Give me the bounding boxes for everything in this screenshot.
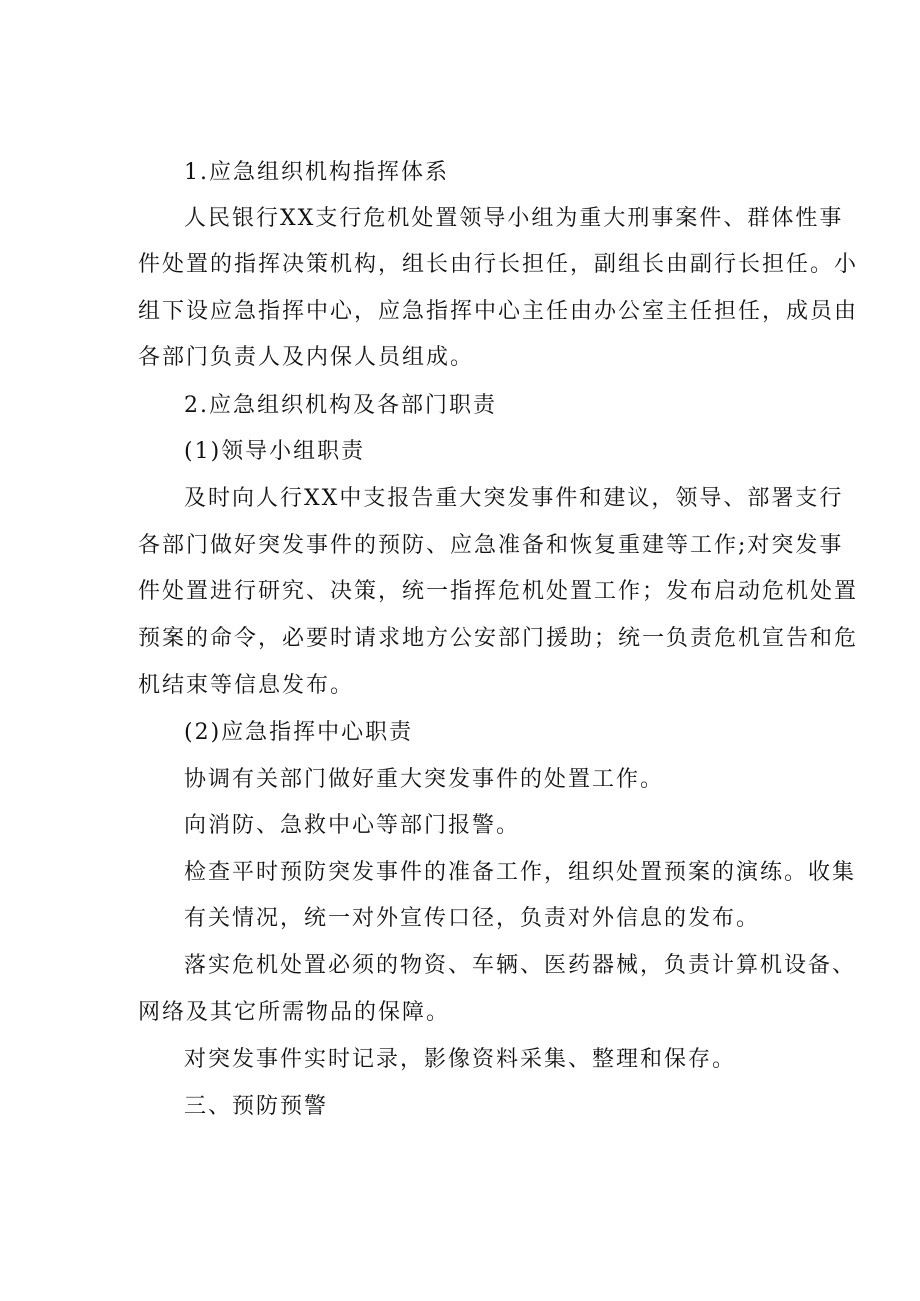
paragraph-line: 各部门负责人及内保人员组成。 (138, 345, 475, 370)
paragraph-line: 向消防、急救中心等部门报警。 (184, 813, 521, 838)
paragraph-line: 机结束等信息发布。 (138, 673, 355, 698)
paragraph-line: 检查平时预防突发事件的准备工作，组织处置预案的演练。收集 (184, 860, 857, 885)
paragraph-line: 有关情况，统一对外宣传口径，负责对外信息的发布。 (184, 906, 761, 931)
section-heading-command-system: 1.应急组织机构指挥体系 (184, 160, 449, 185)
paragraph-line: 及时向人行XX中支报告重大突发事件和建议，领导、部署支行 (184, 486, 844, 511)
section-heading-responsibilities: 2.应急组织机构及各部门职责 (184, 393, 497, 418)
paragraph-line: 组下设应急指挥中心，应急指挥中心主任由办公室主任担任，成员由 (138, 299, 859, 324)
paragraph-line: 各部门做好突发事件的预防、应急准备和恢复重建等工作;对突发事 (138, 533, 844, 558)
paragraph-line: 网络及其它所需物品的保障。 (138, 1000, 451, 1025)
paragraph-line: 落实危机处置必须的物资、车辆、医药器械，负责计算机设备、 (184, 953, 857, 978)
subheading-command-center-duties: (2)应急指挥中心职责 (184, 720, 414, 745)
paragraph-line: 人民银行XX支行危机处置领导小组为重大刑事案件、群体性事 (184, 206, 844, 231)
section-heading-prevention-warning: 三、预防预警 (184, 1094, 329, 1119)
paragraph-line: 预案的命令，必要时请求地方公安部门援助；统一负责危机宣告和危 (138, 626, 859, 651)
paragraph-line: 件处置的指挥决策机构，组长由行长担任，副组长由副行长担任。小 (138, 252, 859, 277)
subheading-leadership-duties: (1)领导小组职责 (184, 439, 366, 464)
paragraph-line: 协调有关部门做好重大突发事件的处置工作。 (184, 767, 665, 792)
paragraph-line: 对突发事件实时记录，影像资料采集、整理和保存。 (184, 1047, 737, 1072)
paragraph-line: 件处置进行研究、决策，统一指挥危机处置工作；发布启动危机处置 (138, 579, 859, 604)
